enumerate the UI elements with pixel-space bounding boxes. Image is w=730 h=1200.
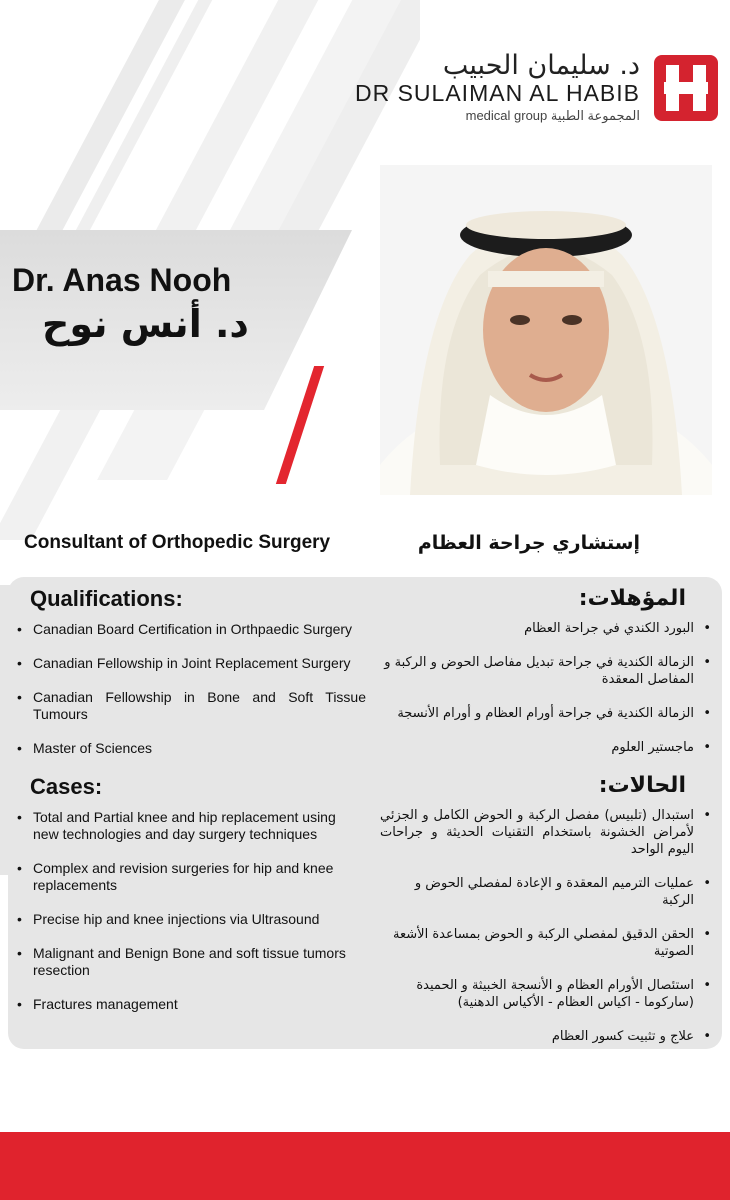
list-item: • ماجستير العلوم: [380, 739, 716, 756]
cases-heading-en: Cases:: [30, 774, 103, 799]
list-item: • Fractures management: [14, 996, 350, 1013]
list-item: • البورد الكندي في جراحة العظام: [380, 620, 716, 637]
list-item: • الزمالة الكندية في جراحة أورام العظام و أورام الأنسجة: [380, 705, 716, 722]
qualifications-list-ar: [380, 620, 716, 756]
list-item: • Malignant and Benign Bone and soft tissue tumors resection: [14, 945, 350, 979]
list-item: • علاج و تثبيت كسور العظام: [380, 1028, 716, 1045]
brand-sub-label: medical group المجموعة الطبية: [465, 108, 640, 124]
arabic-column: [380, 586, 716, 1045]
cases-heading-ar: الحالات:: [598, 773, 686, 798]
list-item: • Canadian Fellowship in Bone and Soft Tissue Tumours: [14, 689, 366, 723]
doctor-title-ar: إستشاري جراحة العظام: [417, 532, 640, 554]
brand-mark-icon: [654, 55, 718, 121]
list-item: • الزمالة الكندية في جراحة تبديل مفاصل الحوض و الركبة و المفاصل المعقدة: [380, 654, 716, 688]
cases-list-en: [14, 809, 350, 1013]
footer-red-bar: [0, 1132, 730, 1200]
title-row: [0, 532, 730, 556]
brand-arabic-name: د. سليمان الحبيب: [442, 50, 640, 81]
doctor-title-en: Consultant of Orthopedic Surgery: [24, 532, 331, 553]
list-item: • Canadian Board Certification in Orthpaedic Surgery: [14, 621, 366, 638]
brand-english-name: DR SULAIMAN AL HABIB: [354, 80, 640, 106]
english-column: [14, 586, 366, 1013]
brand-logo: [355, 52, 718, 124]
qualifications-heading-ar: المؤهلات:: [578, 586, 686, 611]
list-item: • استبدال (تلبيس) مفصل الركبة و الحوض الكامل و الجزئي لأمراض الخشونة باستخدام التقنيات الحديثة و جراحات اليوم الواحد: [380, 807, 716, 858]
qualifications-heading-en: Qualifications:: [30, 586, 183, 611]
list-item: • Precise hip and knee injections via Ultrasound: [14, 911, 350, 928]
list-item: • Complex and revision surgeries for hip and knee replacements: [14, 860, 350, 894]
list-item: • Canadian Fellowship in Joint Replacement Surgery: [14, 655, 366, 672]
doctor-photo: [380, 165, 712, 495]
list-item: • Total and Partial knee and hip replacement using new technologies and day surgery techniques: [14, 809, 350, 843]
list-item: • الحقن الدقيق لمفصلي الركبة و الحوض بمساعدة الأشعة الصوتية: [380, 926, 716, 960]
doctor-name-en: Dr. Anas Nooh: [12, 262, 232, 298]
qualifications-list-en: [14, 621, 366, 757]
list-item: • Master of Sciences: [14, 740, 366, 757]
doctor-name-ar: د. أنس نوح: [42, 302, 249, 346]
list-item: • عمليات الترميم المعقدة و الإعادة لمفصلي الحوض و الركبة: [380, 875, 716, 909]
cases-list-ar: [380, 807, 716, 1045]
list-item: • استئصال الأورام العظام و الأنسجة الخبيثة و الحميدة (ساركوما - اكياس العظام - الأكياس الدهنية): [380, 977, 716, 1011]
